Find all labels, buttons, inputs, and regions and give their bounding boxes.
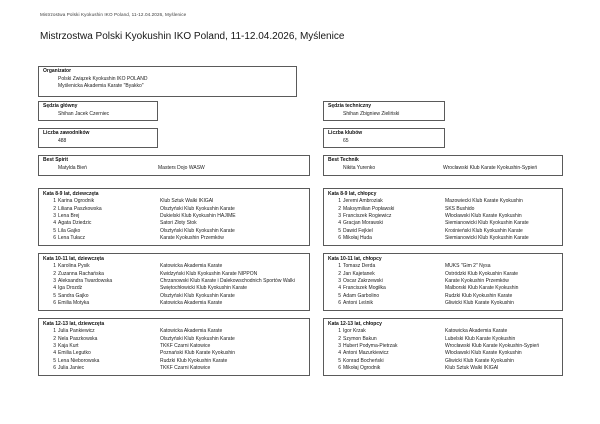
club: Krośnieński Klub Kyokushin Karate <box>445 227 523 234</box>
club: Olsztyński Klub Kyokushin Karate <box>160 227 235 234</box>
competitor-name: Sandra Gajko <box>58 292 89 299</box>
result-row <box>328 206 558 213</box>
rank: 3 <box>53 343 56 350</box>
rank: 4 <box>338 285 341 292</box>
club: Olsztyński Klub Kyokushin Karate <box>160 335 235 342</box>
competitor-name: Dawid Fejkiel <box>343 227 373 234</box>
category-title: Kata 10-11 lat, chłopcy <box>328 256 382 262</box>
category-box <box>323 188 563 246</box>
organizer-line-2: Myślenicka Akademia Karate "Byakko" <box>58 83 144 90</box>
club: Dukielski Klub Kyokushin HAJIME <box>160 213 236 220</box>
rank: 5 <box>338 227 341 234</box>
result-row <box>328 220 558 227</box>
category-rows <box>328 198 558 242</box>
competitor-name: Karolina Pysik <box>58 263 90 270</box>
club: SKS Bushido <box>445 205 475 212</box>
competitor-name: Franciszek Mogiłka <box>343 285 386 292</box>
club: Katowicka Akademia Karate <box>160 300 223 307</box>
club: Klub Sztuk Walki IKIGAI <box>160 198 214 205</box>
technical-referee-value: Shihan Zbigniew Zieliński <box>343 110 400 117</box>
rank: 3 <box>338 278 341 285</box>
rank: 2 <box>53 270 56 277</box>
club: Ostródzki Klub Kyokushin Karate <box>445 270 519 277</box>
result-row <box>328 328 558 335</box>
club: Lubelski Klub Karate Kyokushin <box>445 335 516 342</box>
result-row <box>328 285 558 292</box>
result-row <box>328 198 558 205</box>
category-rows <box>328 263 558 307</box>
club: Świętochłowicki Klub Kyokushin Karate <box>160 285 247 292</box>
result-row <box>328 343 558 350</box>
club: Kwidzyński Klub Kyokushin Karate NIPPON <box>160 270 258 277</box>
category-box <box>38 253 310 311</box>
result-row <box>328 293 558 300</box>
rank: 6 <box>53 365 56 372</box>
category-rows <box>328 328 558 372</box>
categories-grid <box>38 188 563 376</box>
rank: 5 <box>338 357 341 364</box>
rank: 1 <box>53 198 56 205</box>
rank: 5 <box>53 292 56 299</box>
competitor-name: Oscar Zakrzewski <box>343 278 383 285</box>
result-row <box>43 365 305 372</box>
rank: 6 <box>338 235 341 242</box>
club: Olsztyński Klub Kyokushin Karate <box>160 205 235 212</box>
clubs-count-box <box>323 128 445 148</box>
organizer-line-1: Polski Związek Kyokushin IKO POLAND <box>58 75 148 82</box>
club: Karate Kyokushin Przemków <box>445 278 509 285</box>
club: Satori Złoty Stok <box>160 220 197 227</box>
rank: 4 <box>53 285 56 292</box>
result-row <box>328 336 558 343</box>
club: Malborski Klub Karate Kyokushin <box>445 285 519 292</box>
club: TKKF Czarni Katowice <box>160 343 211 350</box>
competitors-count-label: Liczba zawodników <box>43 130 90 136</box>
competitor-name: Jan Kajetanek <box>343 270 375 277</box>
rank: 3 <box>338 343 341 350</box>
best-spirit-box <box>38 155 310 176</box>
rank: 2 <box>53 205 56 212</box>
category-box <box>38 318 310 376</box>
club: Włocławski Klub Karate Kyokushin <box>445 213 522 220</box>
competitor-name: Aleksandra Twardowska <box>58 278 113 285</box>
club: Katowicka Akademia Karate <box>445 328 508 335</box>
club: Katowicka Akademia Karate <box>160 263 223 270</box>
competitor-name: Maksymilian Popławski <box>343 205 395 212</box>
club: Rudzki Klub Kyokushin Karate <box>160 357 228 364</box>
competitor-name: Szymon Bakun <box>343 335 377 342</box>
club: Mazowiecki Klub Karate Kyokushin <box>445 198 523 205</box>
category-rows <box>43 263 305 307</box>
result-row <box>43 278 305 285</box>
result-row <box>43 263 305 270</box>
best-technik-box <box>323 155 563 176</box>
rank: 4 <box>53 350 56 357</box>
rank: 2 <box>338 335 341 342</box>
running-header: Mistrzostwa Polski Kyokushin IKO Poland, 11-12.04.2026, Myślenice <box>40 12 187 17</box>
technical-referee-box <box>323 101 445 121</box>
category-title: Kata 10-11 lat, dziewczęta <box>43 256 104 262</box>
rank: 2 <box>338 205 341 212</box>
result-row <box>328 213 558 220</box>
club: Poznański Klub Karate Kyokushin <box>160 350 236 357</box>
rank: 5 <box>53 227 56 234</box>
competitor-name: Mikołaj Ogrodnik <box>343 365 381 372</box>
best-technik-club: Wrocławski Klub Karate Kyokushin-Sypień <box>443 164 538 171</box>
club: Siemianowicki Klub Kyokushin Karate <box>445 235 529 242</box>
result-row <box>328 235 558 242</box>
category-rows <box>43 198 305 242</box>
competitor-name: Liliana Paszkowska <box>58 205 102 212</box>
competitor-name: Jeremi Ambroziak <box>343 198 383 205</box>
result-row <box>328 300 558 307</box>
competitor-name: Emilia Motyka <box>58 300 90 307</box>
club: Gliwicki Klub Karate Kyokushin <box>445 300 514 307</box>
best-technik-name: Nikita Yurenko <box>343 164 376 171</box>
rank: 1 <box>338 263 341 270</box>
clubs-count-value: 65 <box>343 137 349 144</box>
rank: 1 <box>338 198 341 205</box>
competitor-name: Kaja Kurt <box>58 343 79 350</box>
result-row <box>43 358 305 365</box>
competitor-name: Zuzanna Rachańska <box>58 270 104 277</box>
category-title: Kata 8-9 lat, dziewczęta <box>43 191 99 197</box>
competitor-name: Igor Krzak <box>343 328 366 335</box>
technical-referee-label: Sędzia techniczny <box>328 103 372 109</box>
category-rows <box>43 328 305 372</box>
rank: 6 <box>53 235 56 242</box>
rank: 2 <box>53 335 56 342</box>
result-row <box>43 293 305 300</box>
result-row <box>43 220 305 227</box>
result-row <box>43 198 305 205</box>
rank: 6 <box>338 365 341 372</box>
main-referee-label: Sędzia główny <box>43 103 78 109</box>
rank: 3 <box>53 213 56 220</box>
rank: 4 <box>53 220 56 227</box>
result-row <box>328 358 558 365</box>
clubs-count-label: Liczba klubów <box>328 130 363 136</box>
result-row <box>43 271 305 278</box>
competitor-name: Lila Gajko <box>58 227 81 234</box>
competitor-name: Iga Drozdż <box>58 285 83 292</box>
competitor-name: Lena Tułacz <box>58 235 85 242</box>
rank: 1 <box>338 328 341 335</box>
club: MUKS "Gim 2" Nysa <box>445 263 491 270</box>
page-title: Mistrzostwa Polski Kyokushin IKO Poland, 11-12.04.2026, Myślenice <box>40 31 345 42</box>
result-row <box>43 328 305 335</box>
club: Karate Kyokushin Przemków <box>160 235 224 242</box>
category-box <box>323 318 563 376</box>
organizer-box <box>38 66 297 97</box>
competitor-name: Karina Ogrodnik <box>58 198 95 205</box>
competitor-name: Agata Dziedzic <box>58 220 92 227</box>
rank: 6 <box>338 300 341 307</box>
competitor-name: Hubert Podyma-Pietrzak <box>343 343 398 350</box>
competitor-name: Lena Brej <box>58 213 80 220</box>
rank: 3 <box>53 278 56 285</box>
best-spirit-club: Masters Dojo WASW <box>158 164 205 171</box>
category-box <box>323 253 563 311</box>
best-spirit-label: Best Spirit <box>43 157 69 163</box>
rank: 2 <box>338 270 341 277</box>
best-spirit-name: Matylda Bień <box>58 164 87 171</box>
competitor-name: Julia Janiec <box>58 365 85 372</box>
club: Olsztyński Klub Kyokushin Karate <box>160 292 235 299</box>
result-row <box>43 206 305 213</box>
result-row <box>43 336 305 343</box>
result-row <box>328 271 558 278</box>
club: Gliwicki Klub Karate Kyokushin <box>445 357 514 364</box>
category-title: Kata 8-9 lat, chłopcy <box>328 191 377 197</box>
main-referee-value: Shihan Jacek Czerniec <box>58 110 110 117</box>
competitor-name: Emilia Legutko <box>58 350 91 357</box>
competitors-count-box <box>38 128 158 148</box>
rank: 5 <box>338 292 341 299</box>
result-row <box>328 263 558 270</box>
rank: 4 <box>338 220 341 227</box>
competitor-name: Franciszek Rogiewicz <box>343 213 392 220</box>
result-row <box>328 228 558 235</box>
club: Katowicka Akademia Karate <box>160 328 223 335</box>
rank: 6 <box>53 300 56 307</box>
competitor-name: Adam Garbolino <box>343 292 380 299</box>
competitor-name: Antoni Leśnik <box>343 300 374 307</box>
competitor-name: Tomasz Derda <box>343 263 376 270</box>
best-technik-label: Best Technik <box>328 157 359 163</box>
competitor-name: Antoni Mazurkiewicz <box>343 350 389 357</box>
competitor-name: Gracjan Morawski <box>343 220 384 227</box>
rank: 1 <box>53 263 56 270</box>
club: TKKF Czarni Katowice <box>160 365 211 372</box>
category-title: Kata 12-13 lat, chłopcy <box>328 321 382 327</box>
result-row <box>328 278 558 285</box>
organizer-label: Organizator <box>43 68 72 74</box>
result-row <box>328 350 558 357</box>
rank: 5 <box>53 357 56 364</box>
result-row <box>328 365 558 372</box>
rank: 1 <box>53 328 56 335</box>
club: Chrzanowski Klub Karate i Dalekowschodnich Sportów Walki <box>160 278 295 285</box>
club: Rudzki Klub Kyokushin Karate <box>445 292 513 299</box>
result-row <box>43 228 305 235</box>
category-title: Kata 12-13 lat, dziewczęta <box>43 321 105 327</box>
club: Wrocławski Klub Karate Kyokushin-Sypień <box>445 343 540 350</box>
result-row <box>43 285 305 292</box>
category-box <box>38 188 310 246</box>
club: Siemianowicki Klub Kyokushin Karate <box>445 220 529 227</box>
club: Włocławski Klub Karate Kyokushin <box>445 350 522 357</box>
rank: 3 <box>338 213 341 220</box>
result-row <box>43 343 305 350</box>
rank: 4 <box>338 350 341 357</box>
result-row <box>43 235 305 242</box>
competitor-name: Mikołaj Huda <box>343 235 372 242</box>
result-row <box>43 300 305 307</box>
main-referee-box <box>38 101 158 121</box>
result-row <box>43 213 305 220</box>
competitor-name: Julia Pankiewicz <box>58 328 95 335</box>
competitor-name: Konrad Bocheński <box>343 357 384 364</box>
competitor-name: Lena Nieborowska <box>58 357 100 364</box>
result-row <box>43 350 305 357</box>
competitors-count-value: 488 <box>58 137 67 144</box>
competitor-name: Nela Paszkowska <box>58 335 98 342</box>
club: Klub Sztuk Walki IKIGAI <box>445 365 499 372</box>
